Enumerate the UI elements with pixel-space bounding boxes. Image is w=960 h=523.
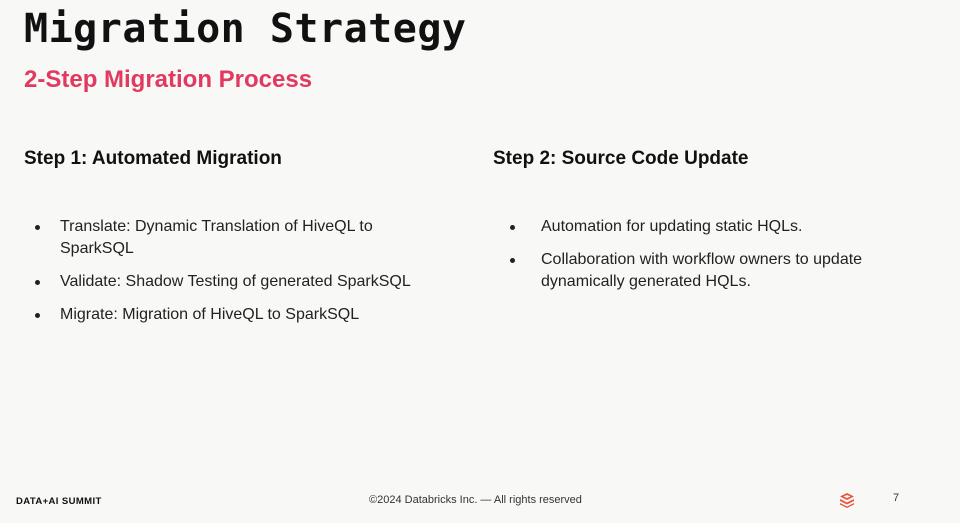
- step2-bullet-list: [493, 216, 913, 304]
- footer-brand: DATA+AI SUMMIT: [16, 496, 102, 507]
- bullet-dot-icon: [35, 280, 40, 285]
- list-item: [24, 216, 400, 260]
- list-item: [493, 216, 913, 238]
- step1-heading: Step 1: Automated Migration: [24, 148, 282, 169]
- bullet-dot-icon: [510, 225, 515, 230]
- list-item: [24, 304, 454, 326]
- bullet-text: Automation for updating static HQLs.: [541, 218, 803, 235]
- footer-copyright: ©2024 Databricks Inc. — All rights reserved: [369, 494, 582, 506]
- slide-subtitle: 2-Step Migration Process: [24, 66, 313, 93]
- slide-title: Migration Strategy: [24, 6, 467, 52]
- databricks-logo-icon: [839, 492, 855, 508]
- step2-heading: Step 2: Source Code Update: [493, 148, 749, 169]
- bullet-text: Translate: Dynamic Translation of HiveQL to SparkSQL: [60, 218, 373, 257]
- page-number: 7: [893, 492, 900, 504]
- step1-column: [24, 148, 454, 323]
- step1-bullet-list: [24, 216, 454, 337]
- bullet-text: Collaboration with workflow owners to update dynamically generated HQLs.: [541, 251, 863, 290]
- bullet-dot-icon: [35, 313, 40, 318]
- list-item: [493, 249, 901, 293]
- bullet-dot-icon: [510, 258, 515, 263]
- list-item: [24, 271, 454, 293]
- step2-column: [493, 148, 913, 290]
- bullet-text: Migrate: Migration of HiveQL to SparkSQL: [60, 306, 360, 323]
- bullet-text: Validate: Shadow Testing of generated SparkSQL: [60, 273, 411, 290]
- bullet-dot-icon: [35, 225, 40, 230]
